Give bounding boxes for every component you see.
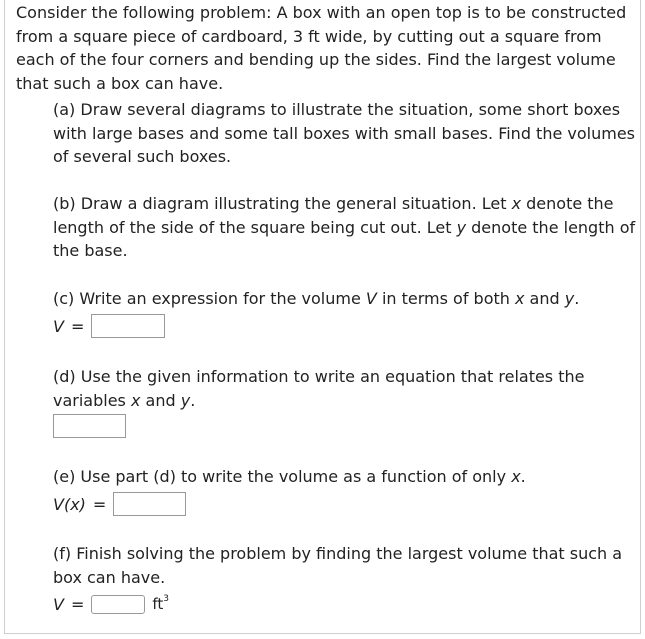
part-b-text: (b) Draw a diagram illustrating the general situation. Let x denote the length of the side of the square being cut out. Let y denote the length of the base.: [53, 194, 636, 260]
var-x: x: [511, 194, 522, 213]
equals-sign: =: [70, 316, 85, 336]
var-x: x: [515, 289, 525, 308]
part-e-answer-row: [53, 492, 186, 516]
part-f-answer-label: V: [53, 594, 64, 614]
problem-statement: Consider the following problem: A box with an open top is to be constructed from a square piece of cardboard, 3 ft wide, by cutting out a square from each of the four corners and bending up the sides. Find the largest volume that such a box can have.: [16, 3, 627, 93]
part-f-answer-input[interactable]: [91, 595, 145, 614]
var-x: x: [511, 467, 521, 486]
var-V: V: [365, 289, 377, 308]
part-e-answer-label: V(x): [53, 494, 86, 514]
part-a-text: (a) Draw several diagrams to illustrate the situation, some short boxes with large bases and some tall boxes with small bases. Find the volumes of several such boxes.: [53, 100, 636, 166]
part-c-answer-input[interactable]: [91, 314, 165, 338]
part-e-answer-input[interactable]: [113, 492, 186, 516]
equals-sign: =: [70, 594, 85, 614]
var-x: x: [130, 390, 141, 410]
var-y: y: [456, 217, 467, 237]
equals-sign: =: [92, 494, 107, 514]
part-f-text: (f) Finish solving the problem by finding the largest volume that such a box can have.: [53, 544, 623, 587]
part-e-text: (e) Use part (d) to write the volume as a function of only x.: [53, 467, 526, 486]
part-d-text: (d) Use the given information to write an equation that relates the variables x and y.: [53, 367, 585, 410]
part-f-answer-row: [53, 592, 169, 616]
part-d-answer-input[interactable]: [53, 414, 126, 438]
var-y: y: [564, 289, 575, 308]
var-y: y: [180, 390, 191, 410]
part-c-text: (c) Write an expression for the volume V in terms of both x and y.: [53, 289, 580, 308]
part-c-answer-row: [53, 314, 165, 338]
part-c-answer-label: V: [53, 316, 64, 336]
unit-label: $ft^3$: [152, 594, 169, 613]
